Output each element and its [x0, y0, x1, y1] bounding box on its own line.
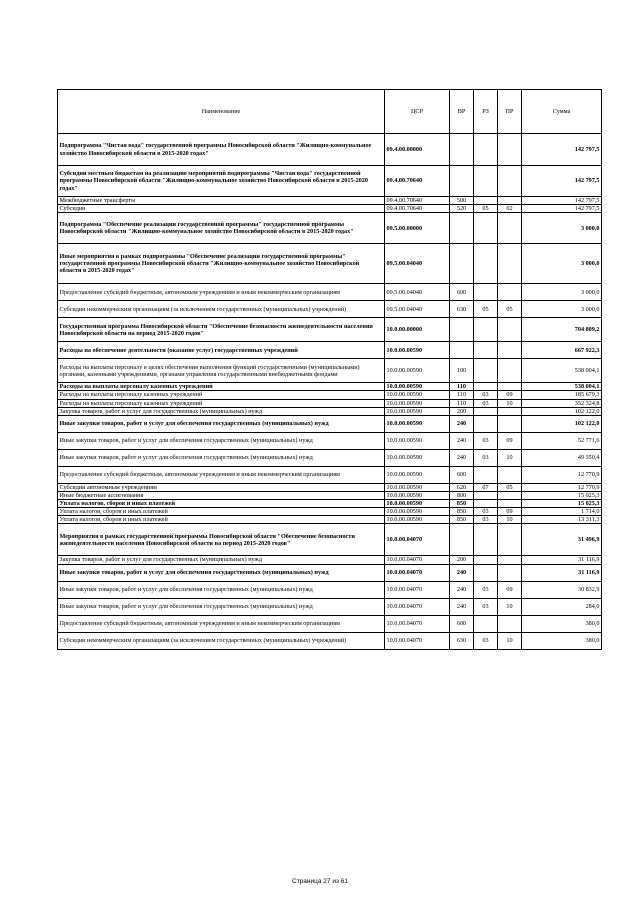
cell-sum: 31 116,9	[522, 556, 602, 564]
cell-rz	[474, 564, 498, 581]
cell-csr: 09.4.00.70640	[385, 205, 450, 213]
cell-name: Иные закупки товаров, работ и услуг для обеспечения государственных (муниципальных) нужд	[58, 432, 385, 449]
cell-name: Уплата налогов, сборов и иных платежей	[58, 508, 385, 516]
cell-vr	[450, 244, 474, 284]
cell-sum: 704 809,2	[522, 318, 602, 342]
cell-name: Субсидии местным бюджетам на реализацию мероприятий подпрограммы "Чистая вода" государственной программы Новосибирской области "Жилищно-коммунальное хозяйство Новосибирской области в 2015-2020 годах"	[58, 166, 385, 197]
cell-sum: 352 324,8	[522, 399, 602, 407]
cell-rz	[474, 466, 498, 483]
cell-csr: 09.5.00.00000	[385, 213, 450, 244]
cell-sum: 3 000,0	[522, 244, 602, 284]
cell-name: Иные закупки товаров, работ и услуг для обеспечения государственных (муниципальных) нужд	[58, 449, 385, 466]
cell-csr: 10.0.00.04070	[385, 556, 450, 564]
cell-pr	[498, 284, 522, 301]
table-row	[58, 318, 602, 342]
table-row	[58, 598, 602, 615]
page-number: Страница 27 из 61	[292, 878, 348, 885]
cell-name: Предоставление субсидий бюджетным, автономным учреждениям и иным некоммерческим организациям	[58, 466, 385, 483]
cell-pr	[498, 359, 522, 383]
cell-rz	[474, 415, 498, 432]
cell-vr	[450, 134, 474, 166]
cell-rz	[474, 342, 498, 359]
cell-name: Предоставление субсидий бюджетным, автономным учреждениям и иным некоммерческим организациям	[58, 284, 385, 301]
cell-rz: 03	[474, 432, 498, 449]
table-row	[58, 432, 602, 449]
cell-pr: 02	[498, 205, 522, 213]
cell-csr: 09.4.00.70640	[385, 197, 450, 205]
cell-vr: 800	[450, 491, 474, 499]
cell-csr: 10.0.00.04070	[385, 615, 450, 632]
cell-name: Иные мероприятия в рамках подпрограммы "Обеспечение реализации государственной программы" государственной программы Новосибирской области "Жилищно-коммунальное хозяйство Новосибирской области в 2015-2020 годах"	[58, 244, 385, 284]
cell-sum: 102 122,0	[522, 407, 602, 415]
cell-name: Субсидии некоммерческим организациям (за исключением государственных (муниципальных) учреждений)	[58, 301, 385, 318]
table-row	[58, 581, 602, 598]
cell-vr: 240	[450, 581, 474, 598]
cell-rz: 03	[474, 449, 498, 466]
cell-vr: 850	[450, 508, 474, 516]
cell-pr	[498, 342, 522, 359]
cell-name: Иные закупки товаров, работ и услуг для обеспечения государственных (муниципальных) нужд	[58, 581, 385, 598]
cell-csr: 09.5.00.04040	[385, 284, 450, 301]
cell-rz	[474, 407, 498, 415]
table-row	[58, 197, 602, 205]
cell-pr	[498, 213, 522, 244]
cell-pr	[498, 564, 522, 581]
table-row	[58, 399, 602, 407]
cell-vr: 100	[450, 359, 474, 383]
cell-rz: 03	[474, 508, 498, 516]
cell-rz: 07	[474, 483, 498, 491]
cell-name: Межбюджетные трансферты	[58, 197, 385, 205]
cell-pr	[498, 134, 522, 166]
cell-csr: 10.0.00.00590	[385, 391, 450, 399]
cell-name: Иные закупки товаров, работ и услуг для обеспечения государственных (муниципальных) нужд	[58, 564, 385, 581]
cell-pr	[498, 407, 522, 415]
cell-pr	[498, 383, 522, 391]
cell-csr: 10.0.00.00590	[385, 449, 450, 466]
cell-rz: 03	[474, 632, 498, 649]
cell-vr: 850	[450, 516, 474, 524]
cell-rz	[474, 213, 498, 244]
cell-rz	[474, 491, 498, 499]
cell-pr	[498, 615, 522, 632]
table-row	[58, 508, 602, 516]
cell-csr: 10.0.00.04070	[385, 564, 450, 581]
cell-vr	[450, 166, 474, 197]
header-pr: ПР	[498, 90, 522, 134]
table-row	[58, 491, 602, 499]
cell-csr: 10.0.00.00590	[385, 399, 450, 407]
cell-name: Расходы на выплаты персоналу казенных учреждений	[58, 383, 385, 391]
cell-pr	[498, 197, 522, 205]
cell-csr: 10.0.00.00590	[385, 407, 450, 415]
header-sum: Сумма	[522, 90, 602, 134]
cell-sum: 12 770,9	[522, 483, 602, 491]
table-row	[58, 166, 602, 197]
cell-pr	[498, 318, 522, 342]
table-row	[58, 516, 602, 524]
cell-pr: 09	[498, 432, 522, 449]
table-row	[58, 564, 602, 581]
cell-vr: 200	[450, 556, 474, 564]
cell-vr: 630	[450, 632, 474, 649]
cell-pr: 05	[498, 301, 522, 318]
cell-rz	[474, 615, 498, 632]
cell-sum: 380,0	[522, 615, 602, 632]
cell-csr: 10.0.00.00590	[385, 415, 450, 432]
cell-csr: 10.0.00.00590	[385, 342, 450, 359]
cell-pr	[498, 166, 522, 197]
cell-sum: 142 797,5	[522, 205, 602, 213]
cell-sum: 15 025,3	[522, 491, 602, 499]
cell-name: Расходы на выплаты персоналу в целях обеспечения выполнения функций государственными (муниципальными) органами, казенными учреждениями, органами управления государственными внебюджетными фондами	[58, 359, 385, 383]
cell-csr: 10.0.00.00590	[385, 432, 450, 449]
cell-csr: 10.0.00.04070	[385, 598, 450, 615]
cell-vr: 620	[450, 483, 474, 491]
cell-rz	[474, 197, 498, 205]
cell-name: Субсидии некоммерческим организациям (за исключением государственных (муниципальных) учреждений)	[58, 632, 385, 649]
cell-vr: 240	[450, 449, 474, 466]
table-header-row	[58, 90, 602, 134]
cell-csr: 10.0.00.00590	[385, 359, 450, 383]
cell-csr: 09.4.00.70640	[385, 166, 450, 197]
cell-rz: 03	[474, 598, 498, 615]
cell-vr	[450, 342, 474, 359]
header-csr: ЦСР	[385, 90, 450, 134]
cell-pr: 10	[498, 516, 522, 524]
cell-csr: 10.0.00.04070	[385, 581, 450, 598]
cell-csr: 09.5.00.04040	[385, 244, 450, 284]
cell-vr: 500	[450, 197, 474, 205]
cell-name: Уплата налогов, сборов и иных платежей	[58, 516, 385, 524]
table-row	[58, 383, 602, 391]
cell-rz	[474, 134, 498, 166]
cell-vr: 630	[450, 301, 474, 318]
cell-vr: 240	[450, 564, 474, 581]
cell-csr: 10.0.00.00590	[385, 383, 450, 391]
table-row	[58, 244, 602, 284]
table-row	[58, 500, 602, 508]
cell-vr: 520	[450, 205, 474, 213]
cell-sum: 142 797,5	[522, 134, 602, 166]
budget-table	[57, 89, 602, 650]
cell-csr: 10.0.00.00590	[385, 508, 450, 516]
cell-vr: 110	[450, 383, 474, 391]
cell-csr: 09.4.00.00000	[385, 134, 450, 166]
cell-pr	[498, 491, 522, 499]
cell-name: Подпрограмма "Обеспечение реализации государственной программы" государственной программы Новосибирской области "Жилищно-коммунальное хозяйство Новосибирской области в 2015-2020 годах"	[58, 213, 385, 244]
cell-csr: 10.0.00.00000	[385, 318, 450, 342]
table-row	[58, 615, 602, 632]
cell-csr: 10.0.00.00590	[385, 491, 450, 499]
cell-sum: 30 832,9	[522, 581, 602, 598]
cell-pr	[498, 500, 522, 508]
cell-name: Иные закупки товаров, работ и услуг для обеспечения государственных (муниципальных) нужд	[58, 598, 385, 615]
cell-sum: 13 311,3	[522, 516, 602, 524]
cell-pr: 10	[498, 399, 522, 407]
cell-rz	[474, 524, 498, 556]
table-row	[58, 407, 602, 415]
table-row	[58, 342, 602, 359]
cell-pr	[498, 466, 522, 483]
cell-rz	[474, 359, 498, 383]
cell-name: Субсидии автономным учреждениям	[58, 483, 385, 491]
cell-sum: 142 797,5	[522, 197, 602, 205]
cell-vr	[450, 524, 474, 556]
table-row	[58, 134, 602, 166]
cell-csr: 10.0.00.00590	[385, 483, 450, 491]
cell-rz: 05	[474, 301, 498, 318]
cell-rz: 03	[474, 391, 498, 399]
cell-vr: 240	[450, 432, 474, 449]
cell-csr: 10.0.00.00590	[385, 500, 450, 508]
cell-sum: 380,0	[522, 632, 602, 649]
table-row	[58, 483, 602, 491]
cell-sum: 15 025,3	[522, 500, 602, 508]
cell-name: Расходы на выплаты персоналу казенных учреждений	[58, 399, 385, 407]
header-name: Наименование	[58, 90, 385, 134]
cell-csr: 09.5.00.04040	[385, 301, 450, 318]
header-rz: РЗ	[474, 90, 498, 134]
cell-sum: 31 496,9	[522, 524, 602, 556]
cell-csr: 10.0.00.00590	[385, 466, 450, 483]
cell-sum: 52 771,6	[522, 432, 602, 449]
cell-pr: 09	[498, 391, 522, 399]
cell-sum: 142 797,5	[522, 166, 602, 197]
cell-pr	[498, 244, 522, 284]
cell-pr: 05	[498, 483, 522, 491]
cell-name: Расходы на обеспечение деятельности (оказание услуг) государственных учреждений	[58, 342, 385, 359]
cell-rz	[474, 166, 498, 197]
cell-vr: 600	[450, 466, 474, 483]
cell-vr: 600	[450, 615, 474, 632]
cell-rz	[474, 500, 498, 508]
cell-rz	[474, 383, 498, 391]
cell-csr: 10.0.00.04070	[385, 632, 450, 649]
cell-sum: 12 770,9	[522, 466, 602, 483]
cell-name: Подпрограмма "Чистая вода" государственной программы Новосибирской области "Жилищно-коммунальное хозяйство Новосибирской области в 2015-2020 годах"	[58, 134, 385, 166]
cell-name: Государственная программа Новосибирской области "Обеспечение безопасности жизнедеятельности населения Новосибирской области на период 2015-2020 годов"	[58, 318, 385, 342]
cell-sum: 102 122,0	[522, 415, 602, 432]
header-vr: ВР	[450, 90, 474, 134]
cell-name: Расходы на выплаты персоналу казенных учреждений	[58, 391, 385, 399]
table-row	[58, 391, 602, 399]
cell-sum: 538 004,1	[522, 383, 602, 391]
table-row	[58, 556, 602, 564]
cell-name: Закупка товаров, работ и услуг для государственных (муниципальных) нужд	[58, 556, 385, 564]
cell-pr: 10	[498, 449, 522, 466]
cell-rz: 03	[474, 581, 498, 598]
cell-vr: 600	[450, 284, 474, 301]
cell-vr: 240	[450, 415, 474, 432]
cell-pr	[498, 415, 522, 432]
cell-pr	[498, 524, 522, 556]
table-row	[58, 284, 602, 301]
cell-vr: 240	[450, 598, 474, 615]
table-row	[58, 415, 602, 432]
cell-sum: 49 350,4	[522, 449, 602, 466]
cell-sum: 538 004,1	[522, 359, 602, 383]
cell-csr: 10.0.00.00590	[385, 516, 450, 524]
cell-rz: 03	[474, 516, 498, 524]
cell-sum: 185 679,3	[522, 391, 602, 399]
cell-name: Иные бюджетные ассигнования	[58, 491, 385, 499]
cell-vr: 850	[450, 500, 474, 508]
cell-vr	[450, 318, 474, 342]
cell-sum: 31 116,9	[522, 564, 602, 581]
cell-rz: 05	[474, 205, 498, 213]
cell-pr: 10	[498, 598, 522, 615]
cell-sum: 3 000,0	[522, 284, 602, 301]
cell-rz	[474, 244, 498, 284]
table-body	[58, 134, 602, 650]
table-row	[58, 632, 602, 649]
cell-vr: 110	[450, 399, 474, 407]
table-row	[58, 449, 602, 466]
cell-name: Уплата налогов, сборов и иных платежей	[58, 500, 385, 508]
cell-name: Иные закупки товаров, работ и услуг для обеспечения государственных (муниципальных) нужд	[58, 415, 385, 432]
cell-vr: 200	[450, 407, 474, 415]
cell-name: Мероприятия в рамках государственной программы Новосибирской области "Обеспечение безопасности жизнедеятельности населения Новосибирской области на период 2015-2020 годов"	[58, 524, 385, 556]
cell-name: Предоставление субсидий бюджетным, автономным учреждениям и иным некоммерческим организациям	[58, 615, 385, 632]
table-row	[58, 301, 602, 318]
cell-vr	[450, 213, 474, 244]
cell-sum: 3 000,0	[522, 213, 602, 244]
cell-name: Субсидии	[58, 205, 385, 213]
cell-sum: 1 714,0	[522, 508, 602, 516]
cell-rz	[474, 284, 498, 301]
cell-pr	[498, 556, 522, 564]
table-row	[58, 213, 602, 244]
cell-pr: 09	[498, 508, 522, 516]
cell-pr: 10	[498, 632, 522, 649]
table-row	[58, 205, 602, 213]
table-row	[58, 359, 602, 383]
cell-name: Закупка товаров, работ и услуг для государственных (муниципальных) нужд	[58, 407, 385, 415]
cell-csr: 10.0.00.04070	[385, 524, 450, 556]
cell-rz	[474, 318, 498, 342]
cell-sum: 284,0	[522, 598, 602, 615]
table-row	[58, 466, 602, 483]
cell-rz	[474, 556, 498, 564]
cell-rz: 03	[474, 399, 498, 407]
cell-vr: 110	[450, 391, 474, 399]
cell-pr: 09	[498, 581, 522, 598]
cell-sum: 3 000,0	[522, 301, 602, 318]
table-row	[58, 524, 602, 556]
cell-sum: 667 922,3	[522, 342, 602, 359]
